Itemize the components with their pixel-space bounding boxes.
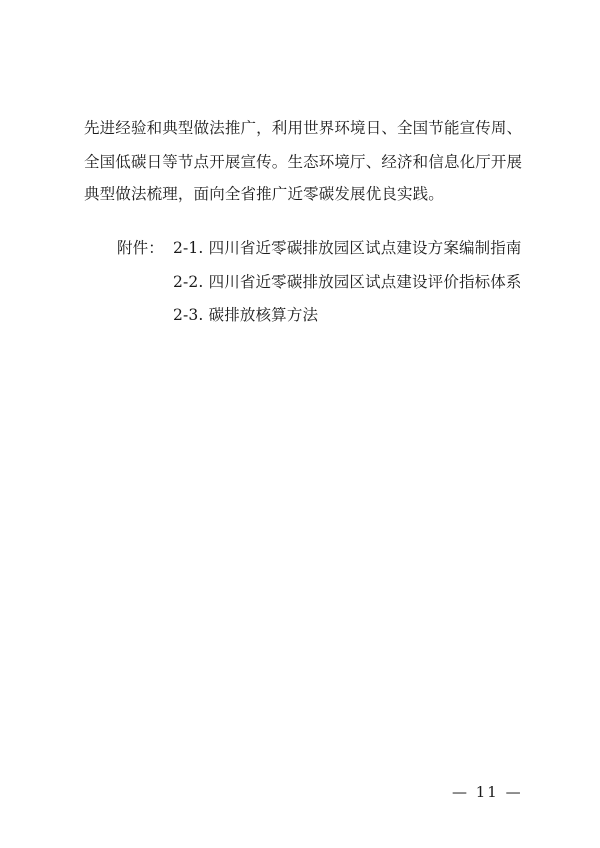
- body-line-2: 全国低碳日等节点开展宣传。生态环境厅、经济和信息化厅开展: [84, 153, 523, 171]
- page-number: — 11 —: [452, 783, 523, 801]
- attachment-item-3: 2-3. 碳排放核算方法: [173, 306, 319, 324]
- attachments-label: 附件：: [117, 239, 164, 257]
- body-line-3: 典型做法梳理，面向全省推广近零碳发展优良实践。: [84, 185, 444, 203]
- attachment-item-2: 2-2. 四川省近零碳排放园区试点建设评价指标体系: [173, 273, 522, 291]
- attachment-item-1: 2-1. 四川省近零碳排放园区试点建设方案编制指南: [173, 239, 522, 257]
- body-line-1: 先进经验和典型做法推广，利用世界环境日、全国节能宣传周、: [84, 119, 523, 137]
